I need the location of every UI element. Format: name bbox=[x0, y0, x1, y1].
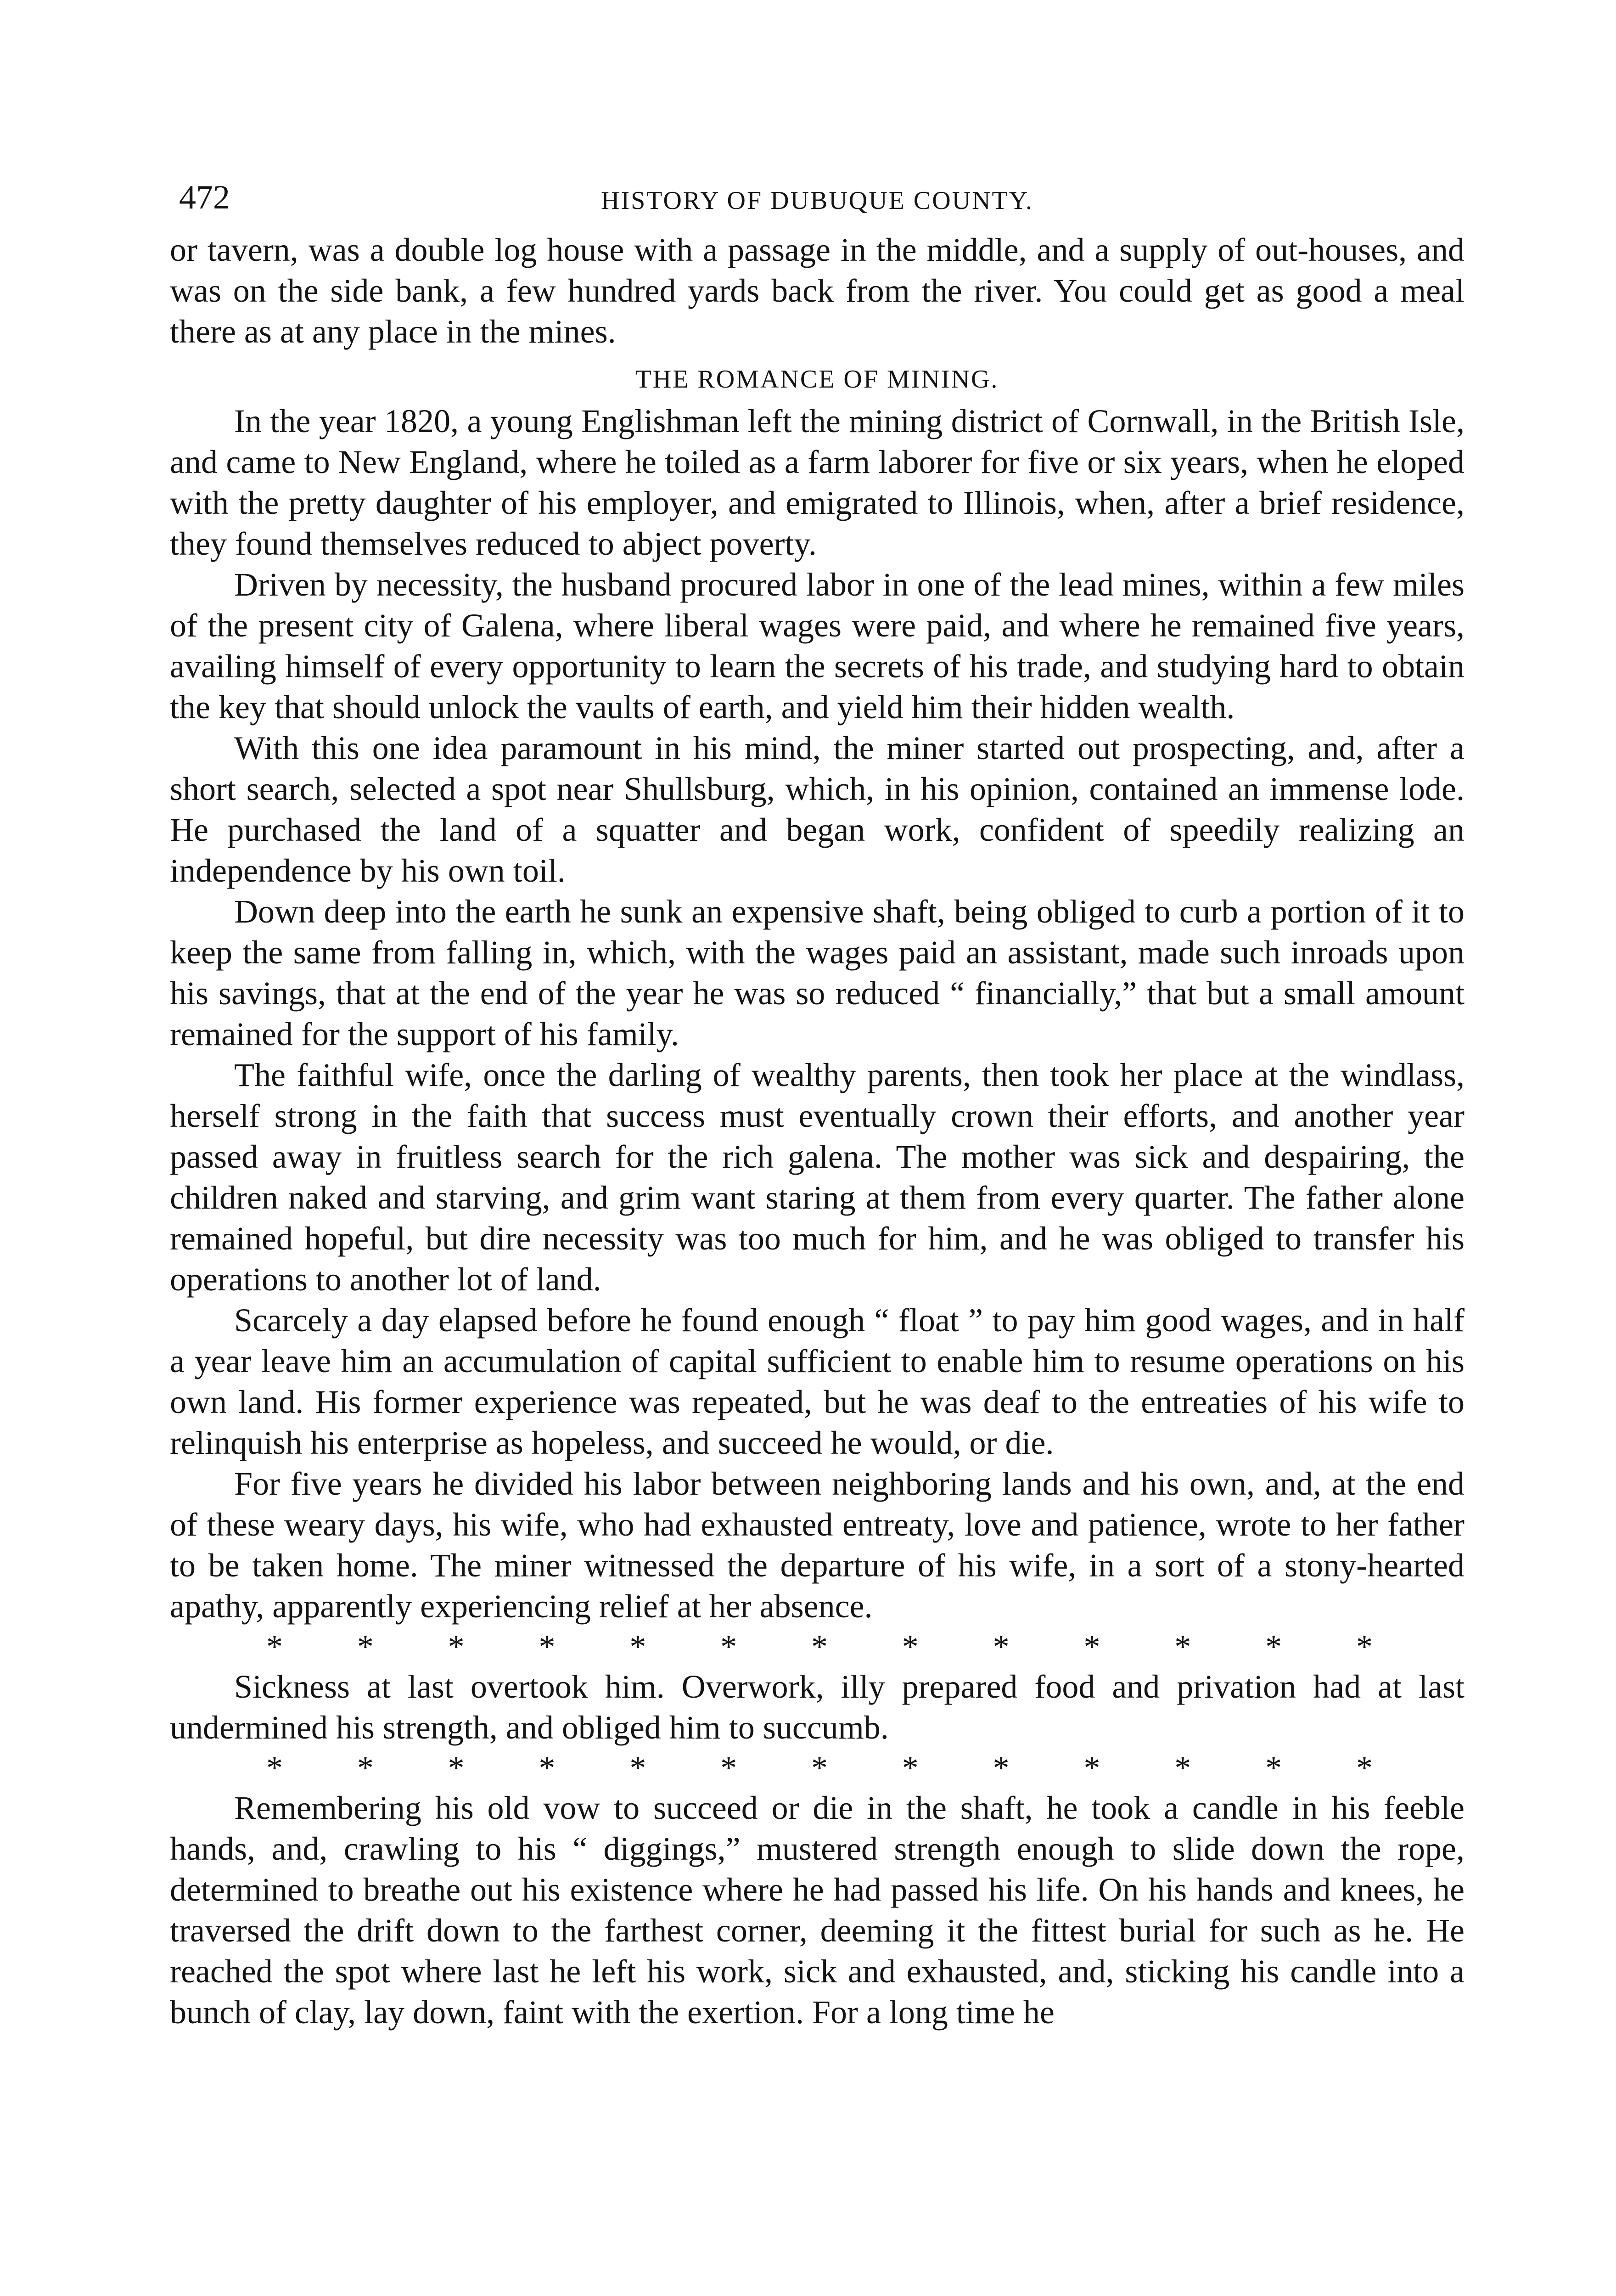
body-text bbox=[170, 230, 1464, 2033]
asterisk: * bbox=[448, 1628, 465, 1665]
asterism-row-1 bbox=[170, 1627, 1464, 1666]
asterisk: * bbox=[1083, 1750, 1100, 1786]
asterisk: * bbox=[1356, 1628, 1373, 1665]
asterisk: * bbox=[539, 1628, 556, 1665]
running-head: HISTORY OF DUBUQUE COUNTY. bbox=[601, 186, 1033, 215]
section-title: THE ROMANCE OF MINING. bbox=[635, 365, 999, 394]
asterisk: * bbox=[1265, 1628, 1282, 1665]
paragraph-3: With this one idea paramount in his mind, the miner started out prospecting, and, after a short search, selected a spot near Shullsburg, which, in his opinion, contained an immense lode. He purchased the land of a squatter and began work, confident of speedily realizing an independence by his own toil. bbox=[170, 730, 1464, 889]
paragraph-7: For five years he divided his labor between neighboring lands and his own, and, at the end of these weary days, his wife, who had exhausted entreaty, love and patience, wrote to her father to be taken home. The miner witnessed the departure of his wife, in a sort of a stony-hearted apathy, apparently experiencing relief at her absence. bbox=[170, 1465, 1464, 1625]
asterisk: * bbox=[1174, 1628, 1191, 1665]
asterisk: * bbox=[1083, 1628, 1100, 1665]
opening-paragraph: or tavern, was a double log house with a passage in the middle, and a supply of out-houses, and was on the side bank, a few hundred yards back from the river. You could get as good a meal there as at any place in the mines. bbox=[170, 231, 1464, 350]
asterisk: * bbox=[357, 1628, 374, 1665]
paragraph-after-stars: Sickness at last overtook him. Overwork, illy prepared food and privation had at last undermined his strength, and obliged him to succumb. bbox=[170, 1668, 1464, 1746]
book-page bbox=[170, 174, 1464, 2033]
asterisk: * bbox=[629, 1628, 646, 1665]
asterisk: * bbox=[357, 1750, 374, 1786]
asterisk: * bbox=[811, 1628, 828, 1665]
paragraph-1: In the year 1820, a young Englishman left the mining district of Cornwall, in the British Isle, and came to New England, where he toiled as a farm laborer for five or six years, when he eloped with the pretty daughter of his employer, and emigrated to Illinois, when, after a brief residence, they found themselves reduced to abject poverty. bbox=[170, 403, 1464, 562]
asterisk: * bbox=[539, 1750, 556, 1786]
asterisk: * bbox=[993, 1628, 1010, 1665]
asterisk: * bbox=[993, 1750, 1010, 1786]
asterisk: * bbox=[902, 1750, 919, 1786]
asterisk: * bbox=[629, 1750, 646, 1786]
asterisk: * bbox=[902, 1628, 919, 1665]
asterisk: * bbox=[266, 1750, 283, 1786]
paragraph-4: Down deep into the earth he sunk an expensive shaft, being obliged to curb a portion of it to keep the same from falling in, which, with the wages paid an assistant, made such inroads upon his savings, that at the end of the year he was so reduced “ financially,” that but a small amount remained for the support of his family. bbox=[170, 893, 1464, 1052]
asterisk: * bbox=[266, 1628, 283, 1665]
paragraph-2: Driven by necessity, the husband procured labor in one of the lead mines, within a few miles of the present city of Galena, where liberal wages were paid, and where he remained five years, availing himself of every opportunity to learn the secrets of his trade, and studying hard to obtain the key that should unlock the vaults of earth, and yield him their hidden wealth. bbox=[170, 566, 1464, 726]
asterism-row-2 bbox=[170, 1748, 1464, 1788]
closing-paragraph: Remembering his old vow to succeed or die in the shaft, he took a candle in his feeble hands, and, crawling to his “ diggings,” mustered strength enough to slide down the rope, determined to breathe out his existence where he had passed his life. On his hands and knees, he traversed the drift down to the farthest corner, deeming it the fittest burial for such as he. He reached the spot where last he left his work, sick and exhausted, and, sticking his candle into a bunch of clay, lay down, faint with the exertion. For a long time he bbox=[170, 1790, 1464, 2031]
paragraph-5: The faithful wife, once the darling of wealthy parents, then took her place at the windlass, herself strong in the faith that success must eventually crown their efforts, and another year passed away in fruitless search for the rich galena. The mother was sick and despairing, the children naked and starving, and grim want staring at them from every quarter. The father alone remained hopeful, but dire necessity was too much for him, and he was obliged to transfer his operations to another lot of land. bbox=[170, 1057, 1464, 1298]
asterisk: * bbox=[811, 1750, 828, 1786]
asterisk: * bbox=[720, 1628, 737, 1665]
asterisk: * bbox=[448, 1750, 465, 1786]
asterisk: * bbox=[720, 1750, 737, 1786]
paragraph-6: Scarcely a day elapsed before he found enough “ float ” to pay him good wages, and in half a year leave him an accumulation of capital sufficient to enable him to resume operations on his own land. His former experience was repeated, but he was deaf to the entreaties of his wife to relinquish his enterprise as hopeless, and succeed he would, or die. bbox=[170, 1302, 1464, 1461]
asterisk: * bbox=[1356, 1750, 1373, 1786]
asterisk: * bbox=[1174, 1750, 1191, 1786]
asterisk: * bbox=[1265, 1750, 1282, 1786]
page-number: 472 bbox=[179, 179, 230, 216]
page-header bbox=[170, 174, 1464, 230]
